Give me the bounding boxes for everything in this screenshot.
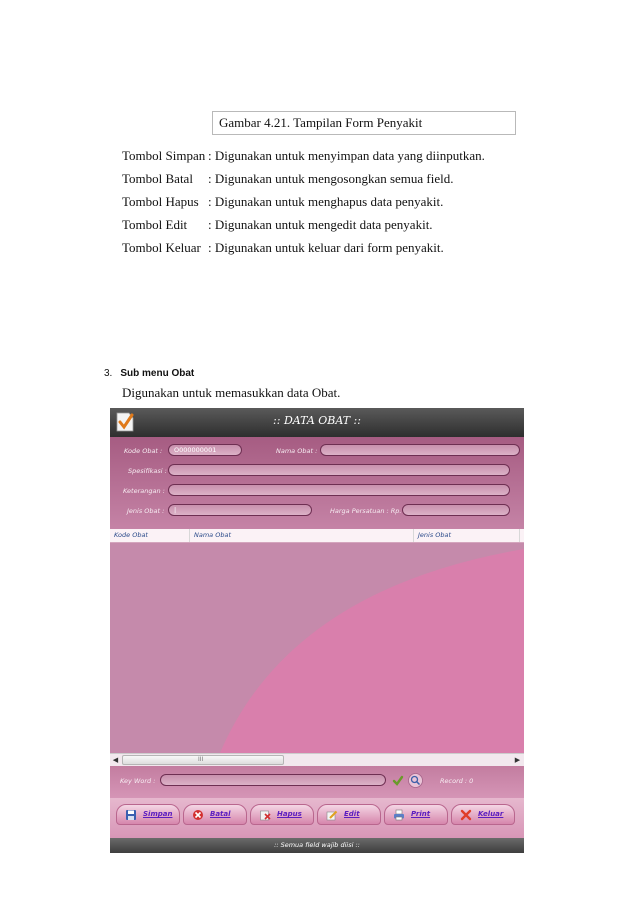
section-title: Sub menu Obat [120,368,195,379]
window-title: :: DATA OBAT :: [273,414,361,427]
scroll-thumb[interactable] [122,755,284,765]
keyword-label: Key Word : [120,777,156,785]
description-label: Tombol Batal [122,171,193,186]
description-label: Tombol Hapus [122,194,199,209]
keyword-input[interactable] [160,774,386,786]
section-heading [104,368,194,379]
print-icon [393,809,405,821]
description-text: : Digunakan untuk mengosongkan semua field. [208,171,454,186]
description-label: Tombol Keluar [122,240,201,255]
check-icon[interactable] [392,775,404,787]
edit-icon [326,809,338,821]
search-bar [110,766,524,798]
description-text: : Digunakan untuk menghapus data penyakit. [208,194,444,209]
spesifikasi-input[interactable] [168,464,510,476]
save-icon [125,809,137,821]
column-nama-obat[interactable]: Nama Obat [190,529,414,542]
nama-obat-input[interactable] [320,444,520,456]
scroll-left-icon[interactable]: ◀ [112,756,119,764]
print-button[interactable] [384,804,448,825]
kode-obat-input[interactable]: O000000001 [168,444,242,456]
harga-label: Harga Persatuan : Rp. [330,507,402,515]
horizontal-scrollbar[interactable] [110,753,524,767]
kode-obat-label: Kode Obat : [124,447,163,455]
footer-note: :: Semua field wajib diisi :: [110,838,524,853]
description-text: : Digunakan untuk keluar dari form penyakit. [208,240,444,255]
scroll-grip: III [198,756,204,763]
simpan-label: Simpan [143,810,173,818]
delete-icon [259,809,271,821]
edit-button[interactable] [317,804,381,825]
keterangan-label: Keterangan : [123,487,165,495]
description-label: Tombol Simpan [122,148,206,163]
harga-input[interactable] [402,504,510,516]
keluar-label: Keluar [478,810,504,818]
print-label: Print [411,810,431,818]
simpan-button[interactable] [116,804,180,825]
section-description: Digunakan untuk memasukkan data Obat. [122,385,341,400]
description-text: : Digunakan untuk menyimpan data yang diinputkan. [208,148,485,163]
search-icon[interactable] [408,773,423,788]
grid-background [110,529,524,753]
nama-obat-label: Nama Obat : [276,447,318,455]
cancel-icon [192,809,204,821]
jenis-obat-label: Jenis Obat : [127,507,165,515]
keterangan-input[interactable] [168,484,510,496]
data-obat-window [110,408,524,853]
batal-button[interactable] [183,804,247,825]
action-button-bar [110,798,524,838]
column-kode-obat[interactable]: Kode Obat [110,529,190,542]
jenis-obat-input[interactable]: | [168,504,312,516]
data-grid[interactable] [110,529,524,753]
hapus-button[interactable] [250,804,314,825]
batal-label: Batal [210,810,231,818]
scroll-right-icon[interactable]: ▶ [514,756,521,764]
section-number: 3. [104,368,113,379]
column-jenis-obat[interactable]: Jenis Obat [414,529,520,542]
figure-caption: Gambar 4.21. Tampilan Form Penyakit [212,111,516,135]
hapus-label: Hapus [277,810,302,818]
grid-header [110,529,524,543]
description-label: Tombol Edit [122,217,188,232]
title-bar [110,408,524,437]
spesifikasi-label: Spesifikasi : [128,467,167,475]
form-area [110,437,524,529]
description-text: : Digunakan untuk mengedit data penyakit. [208,217,433,232]
record-count: Record : 0 [440,777,474,785]
exit-icon [460,809,472,821]
edit-label: Edit [344,810,360,818]
keluar-button[interactable] [451,804,515,825]
